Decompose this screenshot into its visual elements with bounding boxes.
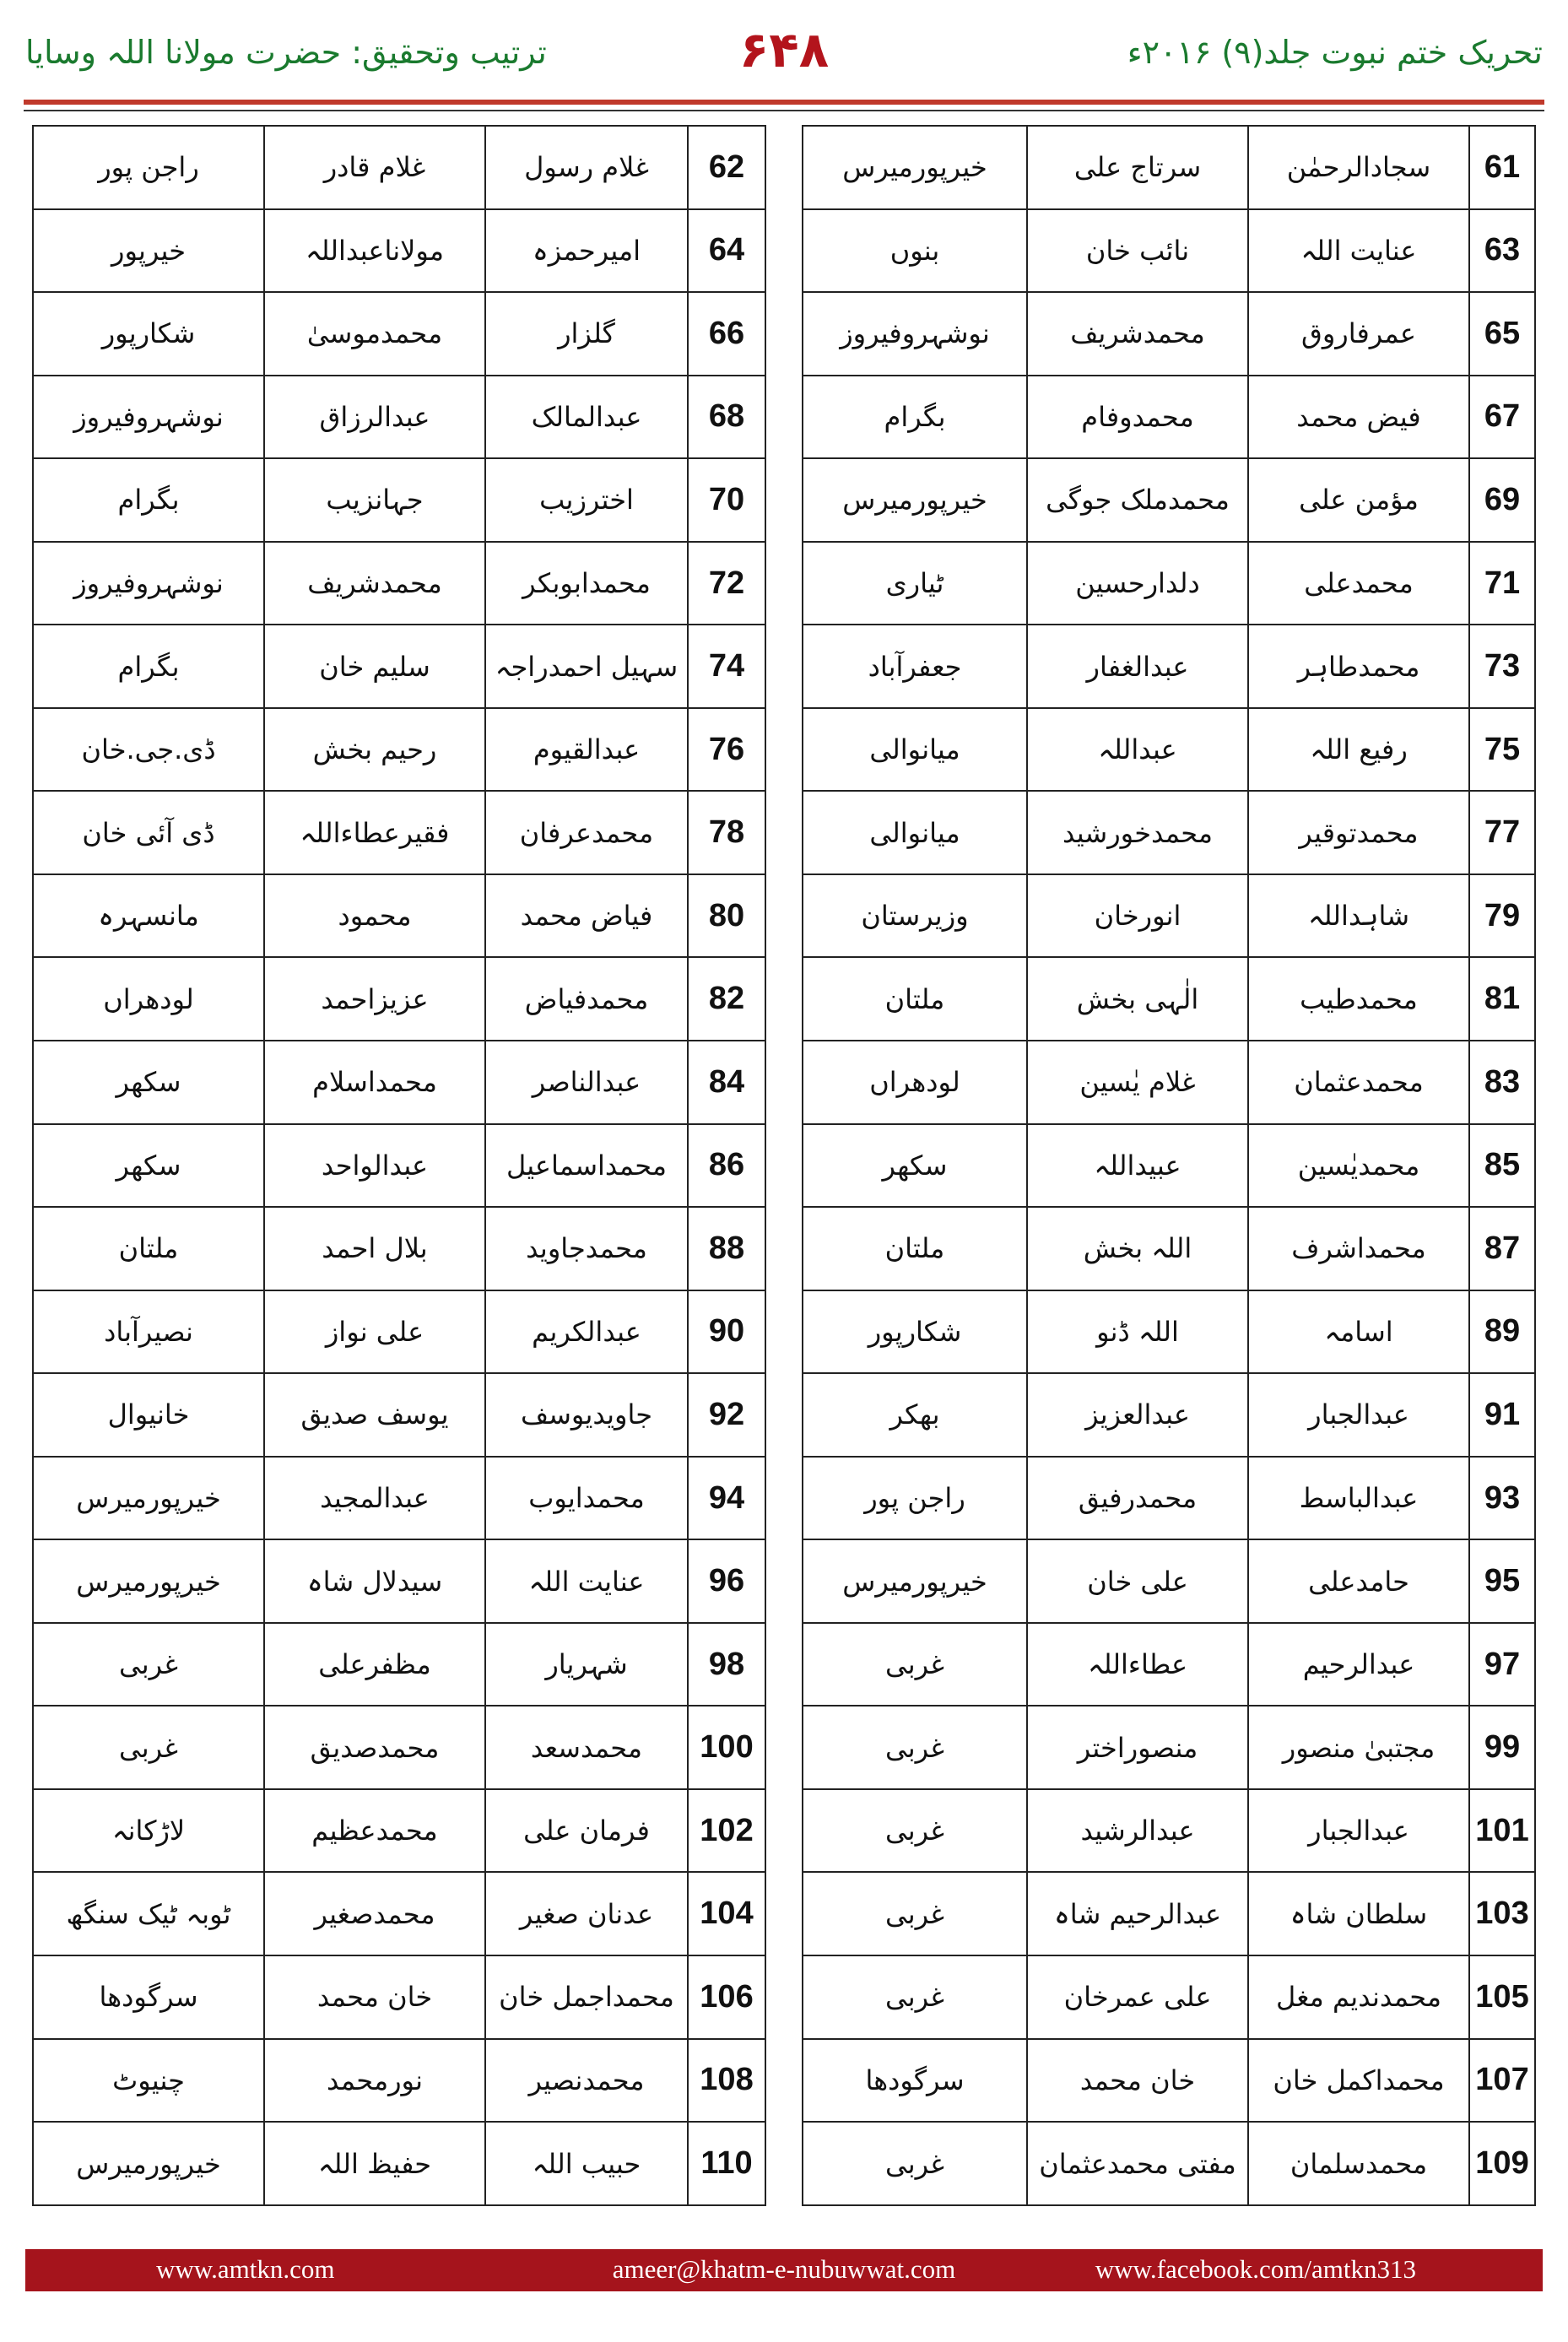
person-name: محمدسعد — [485, 1706, 688, 1789]
table-row — [803, 1124, 1535, 1208]
location: بگرام — [33, 625, 264, 708]
person-name: محمدتوقیر — [1248, 791, 1469, 874]
serial-number: 97 — [1469, 1623, 1535, 1706]
father-name: اللہ بخش — [1027, 1207, 1248, 1290]
table-row — [33, 957, 765, 1041]
father-name: محمدشریف — [1027, 292, 1248, 376]
table-row — [803, 1539, 1535, 1623]
father-name: محمدخورشید — [1027, 791, 1248, 874]
father-name: علی خان — [1027, 1539, 1248, 1623]
father-name: سرتاج علی — [1027, 126, 1248, 209]
location: سرگودھا — [33, 1955, 264, 2039]
person-name: امیرحمزہ — [485, 209, 688, 293]
father-name: فقیرعطاءاللہ — [264, 791, 485, 874]
location: غربی — [803, 2122, 1027, 2205]
person-name: محمداکمل خان — [1248, 2039, 1469, 2123]
serial-number: 100 — [688, 1706, 765, 1789]
location: وزیرستان — [803, 874, 1027, 958]
serial-number: 85 — [1469, 1124, 1535, 1208]
location: بنوں — [803, 209, 1027, 293]
serial-number: 103 — [1469, 1872, 1535, 1955]
page-number: ۶۴۸ — [738, 21, 830, 78]
person-name: فرمان علی — [485, 1789, 688, 1873]
location: بگرام — [803, 376, 1027, 459]
table-row — [33, 1290, 765, 1374]
table-row — [33, 625, 765, 708]
person-name: محمدعرفان — [485, 791, 688, 874]
serial-number: 74 — [688, 625, 765, 708]
serial-number: 107 — [1469, 2039, 1535, 2123]
location: غربی — [33, 1706, 264, 1789]
father-name: محمدصدیق — [264, 1706, 485, 1789]
serial-number: 93 — [1469, 1457, 1535, 1540]
father-name: عبداللہ — [1027, 708, 1248, 792]
father-name: عبدالرحیم شاہ — [1027, 1872, 1248, 1955]
table-row — [33, 1207, 765, 1290]
table-row — [803, 542, 1535, 625]
table-row — [33, 1789, 765, 1873]
serial-number: 87 — [1469, 1207, 1535, 1290]
table-row — [33, 874, 765, 958]
serial-number: 61 — [1469, 126, 1535, 209]
table-row — [803, 1041, 1535, 1124]
serial-number: 104 — [688, 1872, 765, 1955]
father-name: نائب خان — [1027, 209, 1248, 293]
table-separator — [765, 125, 803, 2206]
facebook-link[interactable]: www.facebook.com/amtkn313 — [1095, 2254, 1416, 2284]
serial-number: 64 — [688, 209, 765, 293]
serial-number: 75 — [1469, 708, 1535, 792]
serial-number: 79 — [1469, 874, 1535, 958]
serial-number: 67 — [1469, 376, 1535, 459]
table-row — [803, 1789, 1535, 1873]
serial-number: 86 — [688, 1124, 765, 1208]
father-name: سیدلال شاہ — [264, 1539, 485, 1623]
person-name: جاویدیوسف — [485, 1373, 688, 1457]
serial-number: 66 — [688, 292, 765, 376]
person-name: گلزار — [485, 292, 688, 376]
father-name: یوسف صدیق — [264, 1373, 485, 1457]
father-name: محمدشریف — [264, 542, 485, 625]
serial-number: 102 — [688, 1789, 765, 1873]
location: ملتان — [33, 1207, 264, 1290]
location: ڈی آئی خان — [33, 791, 264, 874]
location: خیرپور — [33, 209, 264, 293]
father-name: محمدصغیر — [264, 1872, 485, 1955]
serial-number: 65 — [1469, 292, 1535, 376]
serial-number: 72 — [688, 542, 765, 625]
table-row — [33, 1623, 765, 1706]
names-table-left — [32, 125, 766, 2206]
father-name: عبدالغفار — [1027, 625, 1248, 708]
serial-number: 68 — [688, 376, 765, 459]
person-name: اسامہ — [1248, 1290, 1469, 1374]
person-name: محمدطاہر — [1248, 625, 1469, 708]
table-row — [33, 126, 765, 209]
location: مانسہرہ — [33, 874, 264, 958]
serial-number: 99 — [1469, 1706, 1535, 1789]
location: راجن پور — [803, 1457, 1027, 1540]
location: خیرپورمیرس — [33, 2122, 264, 2205]
person-name: عبدالرحیم — [1248, 1623, 1469, 1706]
person-name: مجتبیٰ منصور — [1248, 1706, 1469, 1789]
table-row — [803, 1623, 1535, 1706]
person-name: محمداسماعیل — [485, 1124, 688, 1208]
table-row — [33, 1872, 765, 1955]
table-row — [33, 1539, 765, 1623]
person-name: اخترزیب — [485, 458, 688, 542]
person-name: عمرفاروق — [1248, 292, 1469, 376]
table-row — [803, 1457, 1535, 1540]
father-name: محمدموسیٰ — [264, 292, 485, 376]
person-name: محمداجمل خان — [485, 1955, 688, 2039]
father-name: جہانزیب — [264, 458, 485, 542]
father-name: محمداسلام — [264, 1041, 485, 1124]
serial-number: 92 — [688, 1373, 765, 1457]
father-name: محمدرفیق — [1027, 1457, 1248, 1540]
table-row — [803, 874, 1535, 958]
person-name: سلطان شاہ — [1248, 1872, 1469, 1955]
person-name: محمدعلی — [1248, 542, 1469, 625]
serial-number: 95 — [1469, 1539, 1535, 1623]
location: سکھر — [33, 1041, 264, 1124]
names-tables — [32, 125, 1536, 2206]
table-row — [803, 126, 1535, 209]
father-name: مولاناعبداللہ — [264, 209, 485, 293]
table-row — [803, 209, 1535, 293]
person-name: محمدندیم مغل — [1248, 1955, 1469, 2039]
person-name: عبدالکریم — [485, 1290, 688, 1374]
father-name: عطاءاللہ — [1027, 1623, 1248, 1706]
father-name: خان محمد — [264, 1955, 485, 2039]
location: خیرپورمیرس — [33, 1457, 264, 1540]
table-row — [803, 1706, 1535, 1789]
table-row — [33, 1373, 765, 1457]
table-row — [803, 1373, 1535, 1457]
table-row — [33, 1457, 765, 1540]
location: ڈی.جی.خان — [33, 708, 264, 792]
person-name: عبدالمالک — [485, 376, 688, 459]
email-link[interactable]: ameer@khatm-e-nubuwwat.com — [612, 2254, 956, 2284]
serial-number: 96 — [688, 1539, 765, 1623]
table-row — [33, 791, 765, 874]
table-row — [33, 1041, 765, 1124]
table-row — [803, 292, 1535, 376]
person-name: سجادالرحمٰن — [1248, 126, 1469, 209]
location: لودھراں — [33, 957, 264, 1041]
father-name: عبدالمجید — [264, 1457, 485, 1540]
location: خیرپورمیرس — [33, 1539, 264, 1623]
page-header — [0, 0, 1568, 101]
location: نوشہروفیروز — [33, 542, 264, 625]
table-row — [803, 2122, 1535, 2205]
father-name: عبدالعزیز — [1027, 1373, 1248, 1457]
table-row — [803, 1872, 1535, 1955]
person-name: محمدنصیر — [485, 2039, 688, 2123]
table-row — [803, 376, 1535, 459]
location: سرگودھا — [803, 2039, 1027, 2123]
person-name: محمدعثمان — [1248, 1041, 1469, 1124]
person-name: محمدابوبکر — [485, 542, 688, 625]
person-name: شہریار — [485, 1623, 688, 1706]
location: شکارپور — [33, 292, 264, 376]
location: غربی — [803, 1789, 1027, 1873]
table-row — [33, 1124, 765, 1208]
father-name: عبیداللہ — [1027, 1124, 1248, 1208]
serial-number: 71 — [1469, 542, 1535, 625]
serial-number: 83 — [1469, 1041, 1535, 1124]
person-name: فیاض محمد — [485, 874, 688, 958]
father-name: عبدالرشید — [1027, 1789, 1248, 1873]
table-row — [803, 1207, 1535, 1290]
serial-number: 73 — [1469, 625, 1535, 708]
serial-number: 63 — [1469, 209, 1535, 293]
father-name: خان محمد — [1027, 2039, 1248, 2123]
table-row — [803, 2039, 1535, 2123]
location: ٹوبہ ٹیک سنگھ — [33, 1872, 264, 1955]
person-name: عنایت اللہ — [1248, 209, 1469, 293]
location: ٹیاری — [803, 542, 1027, 625]
location: غربی — [803, 1872, 1027, 1955]
father-name: محمدعظیم — [264, 1789, 485, 1873]
father-name: مظفرعلی — [264, 1623, 485, 1706]
person-name: رفیع اللہ — [1248, 708, 1469, 792]
serial-number: 62 — [688, 126, 765, 209]
father-name: عبدالواحد — [264, 1124, 485, 1208]
person-name: مؤمن علی — [1248, 458, 1469, 542]
location: بگرام — [33, 458, 264, 542]
location: نوشہروفیروز — [803, 292, 1027, 376]
table-row — [33, 2039, 765, 2123]
table-row — [33, 376, 765, 459]
person-name: محمداشرف — [1248, 1207, 1469, 1290]
serial-number: 81 — [1469, 957, 1535, 1041]
page-footer — [25, 2249, 1543, 2291]
person-name: محمدفیاض — [485, 957, 688, 1041]
serial-number: 80 — [688, 874, 765, 958]
table-row — [803, 1290, 1535, 1374]
header-rule-thick — [24, 100, 1544, 105]
location: ملتان — [803, 957, 1027, 1041]
person-name: شاہداللہ — [1248, 874, 1469, 958]
person-name: غلام رسول — [485, 126, 688, 209]
father-name: غلام یٰسین — [1027, 1041, 1248, 1124]
location: خیرپورمیرس — [803, 458, 1027, 542]
table-row — [803, 957, 1535, 1041]
location: لودھراں — [803, 1041, 1027, 1124]
father-name: محمود — [264, 874, 485, 958]
serial-number: 76 — [688, 708, 765, 792]
person-name: محمدایوب — [485, 1457, 688, 1540]
father-name: منصوراختر — [1027, 1706, 1248, 1789]
father-name: بلال احمد — [264, 1207, 485, 1290]
table-row — [33, 292, 765, 376]
father-name: اللہ ڈنو — [1027, 1290, 1248, 1374]
serial-number: 98 — [688, 1623, 765, 1706]
serial-number: 106 — [688, 1955, 765, 2039]
location: غربی — [803, 1706, 1027, 1789]
table-row — [33, 209, 765, 293]
person-name: عبدالناصر — [485, 1041, 688, 1124]
table-row — [33, 708, 765, 792]
serial-number: 105 — [1469, 1955, 1535, 2039]
location: راجن پور — [33, 126, 264, 209]
person-name: عنایت اللہ — [485, 1539, 688, 1623]
father-name: محمدملک جوگی — [1027, 458, 1248, 542]
serial-number: 84 — [688, 1041, 765, 1124]
location: خیرپورمیرس — [803, 1539, 1027, 1623]
location: غربی — [803, 1623, 1027, 1706]
table-row — [803, 708, 1535, 792]
table-row — [803, 1955, 1535, 2039]
book-title: تحریک ختم نبوت جلد(۹) ۲۰۱۶ء — [1127, 34, 1543, 71]
table-row — [33, 458, 765, 542]
person-name: محمدجاوید — [485, 1207, 688, 1290]
father-name: الٰہی بخش — [1027, 957, 1248, 1041]
table-row — [803, 625, 1535, 708]
person-name: فیض محمد — [1248, 376, 1469, 459]
location: لاڑکانہ — [33, 1789, 264, 1873]
father-name: محمدوفام — [1027, 376, 1248, 459]
serial-number: 89 — [1469, 1290, 1535, 1374]
person-name: عدنان صغیر — [485, 1872, 688, 1955]
table-row — [803, 458, 1535, 542]
serial-number: 77 — [1469, 791, 1535, 874]
table-row — [33, 1955, 765, 2039]
location: سکھر — [803, 1124, 1027, 1208]
location: نوشہروفیروز — [33, 376, 264, 459]
serial-number: 70 — [688, 458, 765, 542]
location: نصیرآباد — [33, 1290, 264, 1374]
table-row — [33, 2122, 765, 2205]
serial-number: 108 — [688, 2039, 765, 2123]
father-name: رحیم بخش — [264, 708, 485, 792]
father-name: سلیم خان — [264, 625, 485, 708]
person-name: عبدالباسط — [1248, 1457, 1469, 1540]
location: ملتان — [803, 1207, 1027, 1290]
father-name: عبدالرزاق — [264, 376, 485, 459]
serial-number: 90 — [688, 1290, 765, 1374]
location: خانیوال — [33, 1373, 264, 1457]
location: شکارپور — [803, 1290, 1027, 1374]
location: غربی — [33, 1623, 264, 1706]
location: سکھر — [33, 1124, 264, 1208]
table-row — [33, 1706, 765, 1789]
serial-number: 91 — [1469, 1373, 1535, 1457]
header-rule-thin — [24, 110, 1544, 111]
location: میانوالی — [803, 708, 1027, 792]
father-name: عزیزاحمد — [264, 957, 485, 1041]
serial-number: 109 — [1469, 2122, 1535, 2205]
father-name: غلام قادر — [264, 126, 485, 209]
serial-number: 78 — [688, 791, 765, 874]
person-name: عبدالجبار — [1248, 1373, 1469, 1457]
father-name: علی نواز — [264, 1290, 485, 1374]
serial-number: 88 — [688, 1207, 765, 1290]
serial-number: 101 — [1469, 1789, 1535, 1873]
location: چنیوٹ — [33, 2039, 264, 2123]
location: میانوالی — [803, 791, 1027, 874]
location: جعفرآباد — [803, 625, 1027, 708]
location: غربی — [803, 1955, 1027, 2039]
serial-number: 69 — [1469, 458, 1535, 542]
serial-number: 110 — [688, 2122, 765, 2205]
person-name: سہیل احمدراجہ — [485, 625, 688, 708]
website-link[interactable]: www.amtkn.com — [156, 2254, 335, 2284]
person-name: محمدطیب — [1248, 957, 1469, 1041]
serial-number: 94 — [688, 1457, 765, 1540]
person-name: حبیب اللہ — [485, 2122, 688, 2205]
person-name: عبدالقیوم — [485, 708, 688, 792]
table-row — [803, 791, 1535, 874]
father-name: دلدارحسین — [1027, 542, 1248, 625]
location: بھکر — [803, 1373, 1027, 1457]
father-name: حفیظ اللہ — [264, 2122, 485, 2205]
person-name: محمدیٰسین — [1248, 1124, 1469, 1208]
father-name: علی عمرخان — [1027, 1955, 1248, 2039]
serial-number: 82 — [688, 957, 765, 1041]
location: خیرپورمیرس — [803, 126, 1027, 209]
father-name: نورمحمد — [264, 2039, 485, 2123]
compiler-credit: ترتیب وتحقیق: حضرت مولانا اللہ وسایا — [25, 34, 547, 71]
father-name: انورخان — [1027, 874, 1248, 958]
father-name: مفتی محمدعثمان — [1027, 2122, 1248, 2205]
person-name: عبدالجبار — [1248, 1789, 1469, 1873]
person-name: محمدسلمان — [1248, 2122, 1469, 2205]
names-table-right — [802, 125, 1536, 2206]
table-row — [33, 542, 765, 625]
person-name: حامدعلی — [1248, 1539, 1469, 1623]
